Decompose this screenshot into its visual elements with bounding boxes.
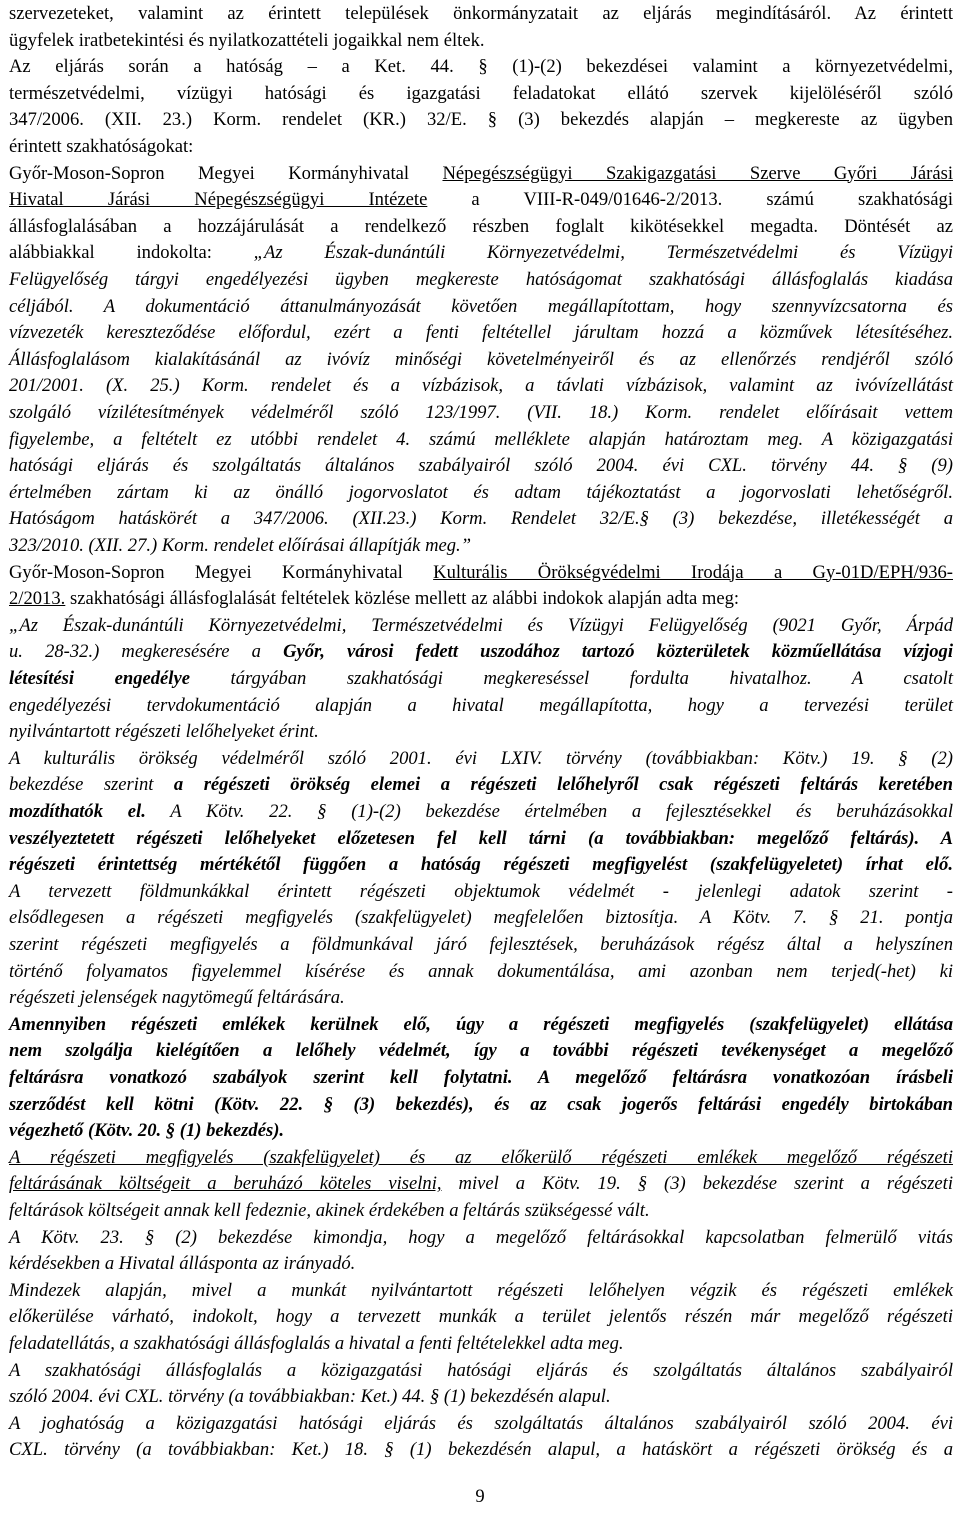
text-line (9, 480, 953, 506)
text-line (9, 134, 953, 160)
text-run: 323/2010. (XII. 27.) Korm. rendelet előírásai állapítják meg.” (9, 535, 472, 556)
text-run: szervezeteket, valamint az érintett települések önkormányzatait az eljárás megindításáról. Az érintett (9, 3, 953, 24)
text-line (9, 613, 953, 639)
text-run: kérdésekben a Hivatal állásponta az irányadó. (9, 1253, 356, 1275)
text-line (9, 719, 953, 745)
text-line (9, 1304, 953, 1330)
text-line (9, 506, 953, 532)
text-line (9, 826, 953, 852)
text-run: elsődlegesen a régészeti megfigyelés (szakfelügyelet) megfelelően biztosítja. A Kötv. 7. § 21. pontja (9, 907, 953, 929)
text-run: régészeti érintettség mértékétől függően a hatóság régészeti megfigyelést (szakfelügyeletet) írhat elő. (9, 854, 953, 876)
text-line (9, 1038, 953, 1064)
text-run: Hivatal Járási Népegészségügyi Intézete (9, 189, 428, 211)
text-run: szóló 2004. évi CXL. törvény (a továbbiakban: Ket.) 44. § (1) bekezdésén alapul. (9, 1386, 611, 1408)
text-run: feltárásának költségeit a beruházó köteles viselni, (9, 1173, 442, 1195)
text-line (9, 1225, 953, 1251)
text-run: szerződést kell kötni (Kötv. 22. § (3) bekezdés), és az csak jogerős feltárási engedély birtokában (9, 1093, 953, 1115)
text-run: u. 28-32.) megkeresésére a (9, 641, 284, 663)
text-line (9, 560, 953, 586)
text-run: Felügyelőség tárgyi engedélyezési ügyben megkereste hatóságomat szakhatósági állásfoglalás kiadása (9, 269, 953, 290)
text-line (9, 1145, 953, 1171)
text-run: Mindezek alapján, mivel a munkát nyilvántartott régészeti lelőhelyen végzik és régészeti emlékek (9, 1279, 953, 1301)
text-run: Győr, városi fedett uszodához tartozó közterületek közműellátása vízjogi (283, 641, 953, 663)
text-run: szolgáló vízilétesítmények védelméről szóló 123/1997. (VII. 18.) Korm. rendelet előírásait vettem (9, 402, 953, 423)
text-line (9, 959, 953, 985)
text-line (9, 81, 953, 107)
text-run: érintett szakhatóságokat: (9, 136, 194, 157)
text-line (9, 453, 953, 479)
text-line (9, 1065, 953, 1091)
text-run: figyelembe, a feltételt ez utóbbi rendelet 4. számú melléklete alapján határoztam meg. A közigazgatási (9, 428, 953, 450)
text-run: létesítési engedélye (9, 668, 190, 689)
text-run: természetvédelmi, vízügyi hatósági és igazgatási feladatokat ellátó szervek kijelöléséről szóló (9, 82, 953, 104)
page-number: 9 (475, 1486, 485, 1507)
text-line (9, 267, 953, 293)
text-run: A tervezett földmunkákkal érintett régészeti objektumok védelmét - jelenlegi adatok szerint - (9, 880, 953, 902)
text-run: 347/2006. (XII. 23.) Korm. rendelet (KR.) 32/E. § (3) bekezdés alapján – megkereste az ügyben (9, 109, 953, 131)
text-run: Amennyiben régészeti emlékek kerülnek elő, úgy a régészeti megfigyelés (szakfelügyelet) ellátása (9, 1013, 953, 1035)
text-line (9, 28, 953, 54)
text-line (9, 852, 953, 878)
text-run: Kulturális Örökségvédelmi Irodája a Gy-01D/EPH/936- (433, 561, 953, 583)
text-line (9, 905, 953, 931)
text-line (9, 693, 953, 719)
text-line (9, 373, 953, 399)
text-run: régészeti jelenségek nagytömegű feltárására. (9, 987, 345, 1009)
text-run: 2/2013. (9, 588, 66, 610)
text-line (9, 161, 953, 187)
text-line (9, 772, 953, 798)
text-line (9, 1251, 953, 1277)
text-run: történő folyamatos figyelemmel kísérése és annak dokumentálása, ami azonban nem terjed(-het) ki (9, 960, 953, 982)
text-run: A joghatóság a közigazgatási hatósági eljárás és szolgáltatás általános szabályairól szóló 2004. évi (9, 1412, 953, 1434)
text-run: vízvezeték kereszteződése előfordul, ezért a fenti feltétellel járultam hozzá a közművek létesítéséhez. (9, 322, 953, 344)
text-run: CXL. törvény (a továbbiakban: Ket.) 18. § (1) bekezdésén alapul, a hatáskört a régészeti örökség és a (9, 1439, 953, 1461)
text-line (9, 187, 953, 213)
text-run: „Az Észak-dunántúli Környezetvédelmi, Természetvédelmi és Vízügyi (253, 242, 953, 264)
text-line (9, 1171, 953, 1197)
text-line (9, 1358, 953, 1384)
text-run: a VIII-R-049/01646-2/2013. számú szakhatósági (427, 189, 953, 211)
text-run: A szakhatósági állásfoglalás a közigazgatási hatósági eljárás és szolgáltatás általános szabályairól (9, 1359, 953, 1381)
text-run: Állásfoglalásom kialakításánál az ivóvíz minőségi követelményeiről és az ellenőrzés rendjéről szóló (9, 348, 953, 370)
text-line (9, 1, 953, 27)
text-line (9, 107, 953, 133)
text-line (9, 400, 953, 426)
text-run: feladatellátás, a szakhatósági állásfoglalás a hivatal a fenti feltételekkel adta meg. (9, 1333, 624, 1354)
text-run: engedélyezési tervdokumentáció alapján a hivatal megállapította, hogy a tervezési terület (9, 694, 953, 716)
text-run: A régészeti megfigyelés (szakfelügyelet) és az előkerülő régészeti emlékek megelőző régészeti (9, 1146, 953, 1168)
text-line (9, 1012, 953, 1038)
text-run: veszélyeztetett régészeti lelőhelyeket előzetesen fel kell tárni (a továbbiakban: megelőző feltárás). A (9, 827, 953, 849)
text-run: szerint régészeti megfigyelés a földmunkával járó fejlesztések, beruházások régész által a helyszínen (9, 934, 953, 955)
text-run: Győr-Moson-Sopron Megyei Kormányhivatal (9, 561, 434, 583)
text-line (9, 427, 953, 453)
text-line (9, 533, 953, 559)
text-line (9, 639, 953, 665)
text-run: Győr-Moson-Sopron Megyei Kormányhivatal (9, 162, 443, 184)
text-run: végezhető (Kötv. 20. § (1) bekezdés). (9, 1120, 285, 1142)
text-run: „Az Észak-dunántúli Környezetvédelmi, Természetvédelmi és Vízügyi Felügyelőség (9021 Győr, Árpád (9, 614, 953, 636)
text-run: A kulturális örökség védelméről szóló 2001. évi LXIV. törvény (továbbiakban: Kötv.) 19. § (2) (9, 747, 953, 769)
text-run: tárgyában szakhatósági megkereséssel fordulta hivatalhoz. A csatolt (189, 668, 953, 689)
text-line (9, 985, 953, 1011)
text-run: hatósági eljárás és szolgáltatás általános szabályairól szóló 2004. évi CXL. törvény 44. § (9) (9, 455, 953, 477)
text-run: céljából. A dokumentáció áttanulmányozását követően megállapítottam, hogy szennyvízcsatorna és (9, 295, 953, 317)
text-line (9, 1118, 953, 1144)
text-run: bekezdése szerint (9, 774, 174, 796)
text-run: nyilvántartott régészeti lelőhelyeket érint. (9, 721, 319, 743)
text-line (9, 1198, 953, 1224)
text-line (9, 320, 953, 346)
text-run: feltárások költségeit annak kell fedeznie, akinek érdekében a feltárás szükségessé vált. (9, 1200, 650, 1221)
text-run: mivel a Kötv. 19. § (3) bekezdése szerint a régészeti (441, 1173, 953, 1195)
text-run: feltárásra vonatkozó szabályok szerint kell folytatni. A megelőző feltárásra vonatkozóan írásbeli (9, 1067, 953, 1088)
text-line (9, 586, 953, 612)
text-line (9, 879, 953, 905)
text-line (9, 1331, 953, 1357)
text-run: A Kötv. 23. § (2) bekezdése kimondja, hogy a megelőző feltárásokkal kapcsolatban felmerülő vitás (9, 1226, 953, 1248)
text-line (9, 1384, 953, 1410)
text-line (9, 214, 953, 240)
text-run: ügyfelek iratbetekintési és nyilatkozattételi jogaikkal nem éltek. (9, 29, 485, 51)
text-line (9, 1411, 953, 1437)
text-run: állásfoglalásában a hozzájárulását a rendelkező részben foglalt kikötésekkel megadta. Döntését az (9, 215, 953, 237)
text-run: nem szolgálja kielégítően a lelőhely védelmét, így a további régészeti tevékenységet a megelőző (9, 1040, 953, 1062)
text-run: A Kötv. 22. § (1)-(2) bekezdése értelmében a fejlesztésekkel és beruházásokkal (145, 801, 953, 822)
text-line (9, 1437, 953, 1463)
text-run: előkerülése várható, indokolt, hogy a tervezett munkák a terület jelentős részén már megelőző régészeti (9, 1306, 953, 1328)
text-run: értelmében zártam ki az önálló jogorvoslatot és adtam tájékoztatást a jogorvoslati lehetőségről. (9, 481, 953, 503)
text-run: 201/2001. (X. 25.) Korm. rendelet és a vízbázisok, a távlati vízbázisok, valamint az ivóvízellátást (9, 375, 953, 397)
text-line (9, 240, 953, 266)
text-run: a régészeti örökség elemei a régészeti lelőhelyről csak régészeti feltárás keretében (173, 774, 953, 796)
text-line (9, 666, 953, 692)
text-line (9, 932, 953, 958)
text-run: Népegészségügyi Szakigazgatási Szerve Győri Járási (442, 162, 954, 184)
text-line (9, 294, 953, 320)
text-run: Az eljárás során a hatóság – a Ket. 44. § (1)-(2) bekezdései valamint a környezetvédelmi, (9, 56, 953, 78)
text-line (9, 54, 953, 80)
text-run: Hatóságom hatáskörét a 347/2006. (XII.23.) Korm. Rendelet 32/E.§ (3) bekezdése, illetékességét a (9, 508, 953, 530)
text-line (9, 799, 953, 825)
text-line (9, 347, 953, 373)
text-run: szakhatósági állásfoglalását feltételek közlése mellett az alábbi indokok alapján adta meg: (65, 588, 740, 610)
text-run: mozdíthatók el. (9, 801, 146, 822)
text-line (9, 1278, 953, 1304)
text-line (9, 746, 953, 772)
text-run: alábbiakkal indokolta: (9, 242, 254, 264)
text-line (9, 1092, 953, 1118)
